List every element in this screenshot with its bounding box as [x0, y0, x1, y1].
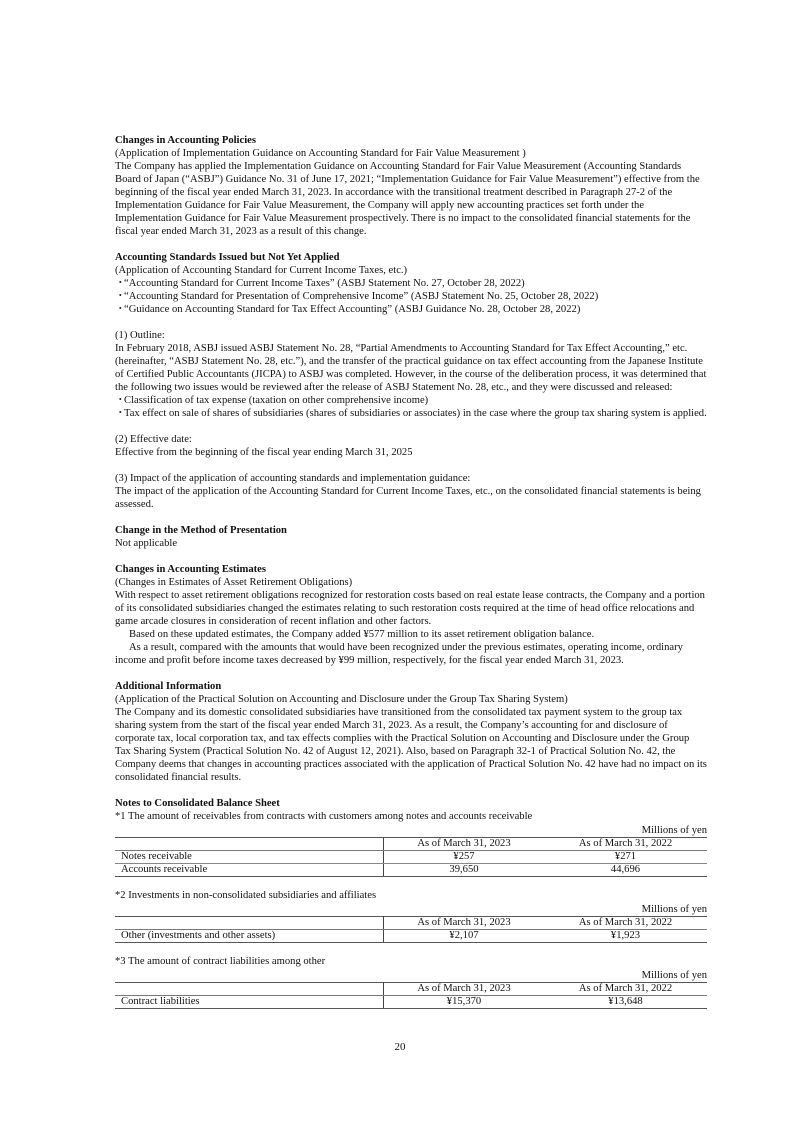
- note-title: *3 The amount of contract liabilities among other: [115, 956, 326, 967]
- value-2022: ¥1,923: [544, 930, 707, 943]
- section-paragraph: As a result, compared with the amounts that would have been recognized under the previous estimates, operating income, ordinary income and profit before income taxes decreased by ¥99 million, respectively, for the fiscal year ended March 31, 2023.: [115, 642, 683, 666]
- contract-liabilities-table: [115, 982, 707, 1009]
- section-heading: Notes to Consolidated Balance Sheet: [115, 798, 280, 809]
- table-header-blank: [115, 838, 384, 851]
- section-heading: Changes in Accounting Estimates: [115, 564, 266, 575]
- row-label: Accounts receivable: [115, 864, 384, 877]
- list-item: ・Tax effect on sale of shares of subsidiaries (shares of subsidiaries or associates) in the case where the group tax sharing system is applied.: [115, 408, 707, 419]
- note-title: *2 Investments in non-consolidated subsidiaries and affiliates: [115, 890, 377, 901]
- unit-label: Millions of yen: [641, 904, 707, 915]
- value-2022: ¥13,648: [544, 996, 707, 1009]
- value-2022: 44,696: [544, 864, 707, 877]
- table-header-2022: As of March 31, 2022: [544, 917, 707, 930]
- note-title: *1 The amount of receivables from contracts with customers among notes and accounts receivable: [115, 811, 533, 822]
- subsection-outline: [115, 329, 707, 420]
- table-row: [115, 851, 707, 864]
- value-2022: ¥271: [544, 851, 707, 864]
- table-header-2022: As of March 31, 2022: [544, 838, 707, 851]
- row-label: Other (investments and other assets): [115, 930, 384, 943]
- table-header-2023: As of March 31, 2023: [384, 917, 545, 930]
- value-2023: 39,650: [384, 864, 545, 877]
- section-body: Not applicable: [115, 538, 178, 549]
- bullet-icon: ・: [115, 304, 126, 315]
- subsection-body: Effective from the beginning of the fiscal year ending March 31, 2025: [115, 447, 413, 458]
- table-header-blank: [115, 983, 384, 996]
- section-changes-in-accounting-policies: [115, 134, 707, 238]
- section-heading: Changes in Accounting Policies: [115, 135, 256, 146]
- value-2023: ¥257: [384, 851, 545, 864]
- value-2023: ¥15,370: [384, 996, 545, 1009]
- subsection-label: (2) Effective date:: [115, 434, 192, 445]
- list-item: ・“Accounting Standard for Current Income Taxes” (ASBJ Statement No. 27, October 28, 2022): [115, 278, 525, 289]
- section-subheading: (Application of Accounting Standard for Current Income Taxes, etc.): [115, 265, 408, 276]
- list-item: ・“Accounting Standard for Presentation of Comprehensive Income” (ASBJ Statement No. 25, October 28, 2022): [115, 291, 599, 302]
- section-subheading: (Application of the Practical Solution on Accounting and Disclosure under the Group Tax Sharing System): [115, 694, 568, 705]
- section-standards-not-yet-applied: [115, 251, 707, 316]
- table-header-row: [115, 838, 707, 851]
- table-row: [115, 864, 707, 877]
- bullet-icon: ・: [115, 408, 126, 419]
- subsection-effective-date: [115, 433, 707, 459]
- section-body: With respect to asset retirement obligations recognized for restoration costs based on real estate lease contracts, the Company and a portion of its consolidated subsidiaries changed the estimates relating to such restoration costs required at the time of head office relocations and game arcade closures in consideration of recent inflation and other factors.: [115, 590, 705, 627]
- section-change-in-presentation: [115, 524, 707, 550]
- table-header-2023: As of March 31, 2023: [384, 983, 545, 996]
- section-changes-in-estimates: [115, 563, 707, 667]
- bullet-icon: ・: [115, 291, 126, 302]
- section-heading: Accounting Standards Issued but Not Yet Applied: [115, 252, 340, 263]
- table-row: [115, 996, 707, 1009]
- section-subheading: (Application of Implementation Guidance on Accounting Standard for Fair Value Measurement ): [115, 148, 526, 159]
- table-header-blank: [115, 917, 384, 930]
- list-item: ・Classification of tax expense (taxation on other comprehensive income): [115, 395, 429, 406]
- value-2023: ¥2,107: [384, 930, 545, 943]
- table-header-2022: As of March 31, 2022: [544, 983, 707, 996]
- section-additional-information: [115, 680, 707, 784]
- table-row: [115, 930, 707, 943]
- page-number: 20: [394, 1041, 406, 1053]
- subsection-label: (3) Impact of the application of accounting standards and implementation guidance:: [115, 473, 471, 484]
- row-label: Notes receivable: [115, 851, 384, 864]
- document-page: [115, 134, 707, 1021]
- bullet-icon: ・: [115, 278, 126, 289]
- section-body: The Company has applied the Implementation Guidance on Accounting Standard for Fair Value Measurement (Accounting Standards Board of Japan (“ASBJ”) Guidance No. 31 of June 17, 2021; “Implementation Guidance for Fair Value Measurement”) effective from the beginning of the fiscal year ended March 31, 2023. In accordance with the transitional treatment described in Paragraph 27-2 of the Implementation Guidance for Fair Value Measurement, the Company will apply new accounting practices set forth under the Implementation Guidance for Fair Value Measurement prospectively. There is no impact to the consolidated financial statements for the fiscal year ended March 31, 2023 as a result of this change.: [115, 161, 700, 237]
- section-notes-balance-sheet: [115, 797, 707, 1009]
- table-header-row: [115, 917, 707, 930]
- section-heading: Additional Information: [115, 681, 222, 692]
- row-label: Contract liabilities: [115, 996, 384, 1009]
- subsection-impact: [115, 472, 707, 511]
- section-paragraph: Based on these updated estimates, the Company added ¥577 million to its asset retirement obligation balance.: [129, 629, 595, 640]
- subsection-label: (1) Outline:: [115, 330, 165, 341]
- bullet-icon: ・: [115, 395, 126, 406]
- subsection-body: In February 2018, ASBJ issued ASBJ Statement No. 28, “Partial Amendments to Accounting Standard for Tax Effect Accounting,” etc. (hereinafter, “ASBJ Statement No. 28, etc.”), and the transfer of the practical guidance on tax effect accounting from the Japanese Institute of Certified Public Accountants (JICPA) to ASBJ was completed. However, in the course of the deliberation process, it was determined that the following two issues would be reviewed after the release of ASBJ Statement No. 28, etc., and they were discussed and released:: [115, 343, 707, 393]
- table-header-2023: As of March 31, 2023: [384, 838, 545, 851]
- section-body: The Company and its domestic consolidated subsidiaries have transitioned from the consolidated tax payment system to the group tax sharing system from the start of the fiscal year ended March 31, 2023. As a result, the Company’s accounting for and disclosure of corporate tax, local corporation tax, and tax effects complies with the Practical Solution on Accounting and Disclosure under the Group Tax Sharing System (Practical Solution No. 42 of August 12, 2021). Also, based on Paragraph 32-1 of Practical Solution No. 42, the Company deems that changes in accounting practices associated with the application of Practical Solution No. 42 have had no impact on its consolidated financial results.: [115, 707, 707, 783]
- unit-label: Millions of yen: [641, 970, 707, 981]
- unit-label: Millions of yen: [641, 825, 707, 836]
- receivables-table: [115, 837, 707, 877]
- subsection-body: The impact of the application of the Accounting Standard for Current Income Taxes, etc., on the consolidated financial statements is being assessed.: [115, 486, 701, 510]
- investments-table: [115, 916, 707, 943]
- list-item: ・“Guidance on Accounting Standard for Tax Effect Accounting” (ASBJ Guidance No. 28, October 28, 2022): [115, 304, 581, 315]
- table-header-row: [115, 983, 707, 996]
- section-heading: Change in the Method of Presentation: [115, 525, 287, 536]
- section-subheading: (Changes in Estimates of Asset Retirement Obligations): [115, 577, 353, 588]
